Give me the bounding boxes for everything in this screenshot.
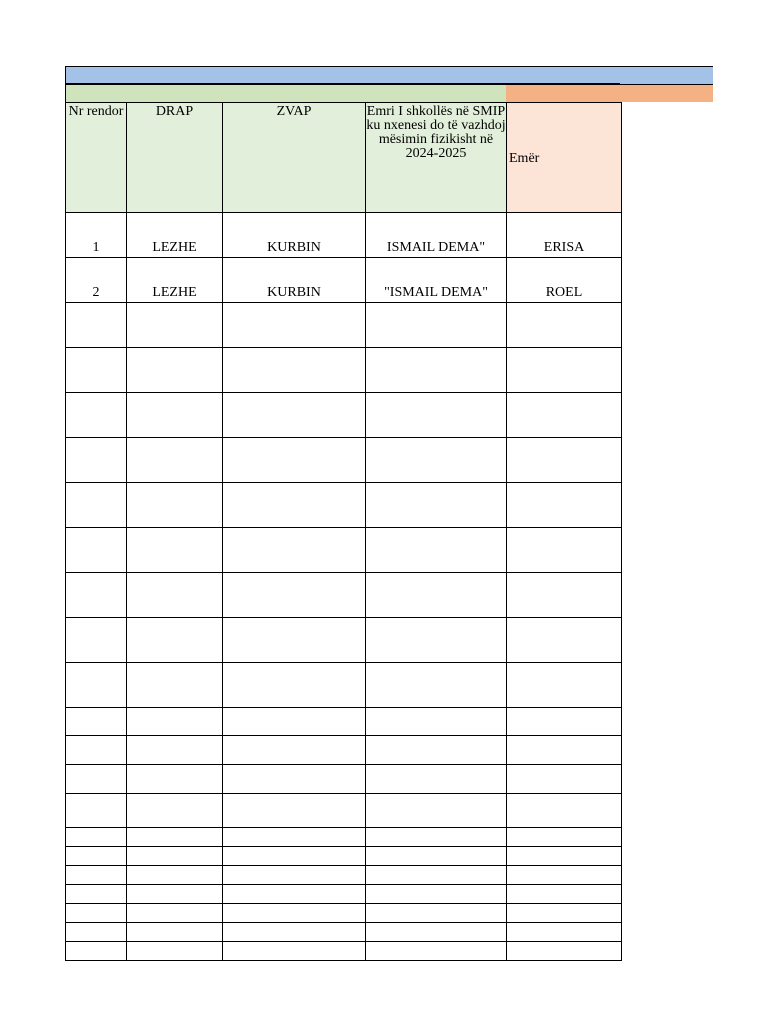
cell-emer <box>507 736 622 765</box>
cell-drap <box>127 847 223 866</box>
cell-school-name <box>366 904 507 923</box>
cell-zvap <box>223 303 366 348</box>
cell-school-name <box>366 736 507 765</box>
cell-nr-rendor <box>66 828 127 847</box>
cell-drap <box>127 663 223 708</box>
cell-zvap <box>223 708 366 736</box>
cell-school-name <box>366 483 507 528</box>
cell-nr-rendor <box>66 483 127 528</box>
header-drap: DRAP <box>127 103 223 213</box>
cell-school-name <box>366 923 507 942</box>
cell-school-name <box>366 573 507 618</box>
table-row <box>66 736 622 765</box>
cell-zvap <box>223 904 366 923</box>
cell-school-name <box>366 828 507 847</box>
header-school-name: Emri I shkollës në SMIP ku nxenesi do të vazhdoj mësimin fizikisht në 2024-2025 <box>366 103 507 213</box>
cell-emer <box>507 828 622 847</box>
table-row <box>66 618 622 663</box>
cell-zvap <box>223 573 366 618</box>
cell-zvap <box>223 663 366 708</box>
cell-zvap <box>223 828 366 847</box>
cell-nr-rendor <box>66 663 127 708</box>
table-row <box>66 828 622 847</box>
cell-drap <box>127 573 223 618</box>
cell-drap <box>127 438 223 483</box>
table-row <box>66 303 622 348</box>
table-row <box>66 765 622 794</box>
cell-nr-rendor <box>66 866 127 885</box>
cell-drap <box>127 348 223 393</box>
cell-nr-rendor <box>66 765 127 794</box>
cell-school-name <box>366 708 507 736</box>
cell-emer <box>507 708 622 736</box>
cell-nr-rendor <box>66 904 127 923</box>
cell-nr-rendor: 2 <box>66 258 127 303</box>
cell-zvap <box>223 794 366 828</box>
section-band-school <box>65 84 506 102</box>
cell-emer <box>507 885 622 904</box>
cell-zvap <box>223 393 366 438</box>
title-band <box>65 66 713 84</box>
table-row <box>66 663 622 708</box>
cell-zvap <box>223 618 366 663</box>
cell-nr-rendor <box>66 794 127 828</box>
cell-school-name <box>366 847 507 866</box>
header-row <box>66 103 622 213</box>
cell-emer <box>507 618 622 663</box>
table-row <box>66 923 622 942</box>
cell-zvap: KURBIN <box>223 213 366 258</box>
cell-emer <box>507 904 622 923</box>
cell-zvap <box>223 942 366 961</box>
cell-nr-rendor <box>66 923 127 942</box>
cell-drap <box>127 736 223 765</box>
table-row <box>66 483 622 528</box>
cell-school-name <box>366 438 507 483</box>
cell-emer <box>507 942 622 961</box>
cell-drap <box>127 393 223 438</box>
table-row <box>66 904 622 923</box>
cell-nr-rendor: 1 <box>66 213 127 258</box>
cell-emer <box>507 348 622 393</box>
cell-zvap <box>223 847 366 866</box>
cell-nr-rendor <box>66 438 127 483</box>
cell-drap: LEZHE <box>127 213 223 258</box>
cell-zvap <box>223 348 366 393</box>
cell-zvap <box>223 923 366 942</box>
cell-emer <box>507 847 622 866</box>
cell-zvap <box>223 885 366 904</box>
cell-school-name <box>366 942 507 961</box>
table-row <box>66 794 622 828</box>
cell-emer <box>507 573 622 618</box>
cell-nr-rendor <box>66 393 127 438</box>
table-row <box>66 847 622 866</box>
cell-drap <box>127 866 223 885</box>
cell-nr-rendor <box>66 528 127 573</box>
cell-emer <box>507 528 622 573</box>
cell-drap <box>127 765 223 794</box>
cell-school-name <box>366 663 507 708</box>
header-emer: Emër <box>507 103 622 213</box>
cell-nr-rendor <box>66 573 127 618</box>
table-row <box>66 573 622 618</box>
cell-school-name <box>366 885 507 904</box>
cell-zvap <box>223 866 366 885</box>
cell-emer <box>507 483 622 528</box>
cell-emer <box>507 663 622 708</box>
table-row <box>66 708 622 736</box>
cell-zvap <box>223 483 366 528</box>
cell-nr-rendor <box>66 348 127 393</box>
table-row <box>66 438 622 483</box>
cell-drap <box>127 708 223 736</box>
cell-drap <box>127 904 223 923</box>
table-row <box>66 393 622 438</box>
cell-nr-rendor <box>66 736 127 765</box>
cell-zvap <box>223 765 366 794</box>
cell-school-name <box>366 765 507 794</box>
header-nr-rendor: Nr rendor <box>66 103 127 213</box>
table-row <box>66 866 622 885</box>
cell-emer: ROEL <box>507 258 622 303</box>
cell-drap <box>127 528 223 573</box>
cell-school-name <box>366 528 507 573</box>
cell-drap <box>127 942 223 961</box>
cell-emer <box>507 794 622 828</box>
table-row <box>66 885 622 904</box>
table-row <box>66 213 622 258</box>
cell-school-name <box>366 866 507 885</box>
cell-zvap: KURBIN <box>223 258 366 303</box>
cell-drap <box>127 885 223 904</box>
cell-school-name <box>366 393 507 438</box>
cell-emer <box>507 923 622 942</box>
cell-drap <box>127 794 223 828</box>
cell-nr-rendor <box>66 942 127 961</box>
cell-school-name <box>366 618 507 663</box>
cell-drap <box>127 618 223 663</box>
cell-zvap <box>223 438 366 483</box>
cell-emer <box>507 765 622 794</box>
cell-emer: ERISA <box>507 213 622 258</box>
section-band-student <box>506 84 713 102</box>
table-row <box>66 942 622 961</box>
student-table <box>65 102 622 961</box>
cell-nr-rendor <box>66 618 127 663</box>
cell-nr-rendor <box>66 708 127 736</box>
cell-drap <box>127 828 223 847</box>
cell-school-name <box>366 348 507 393</box>
cell-zvap <box>223 528 366 573</box>
cell-drap: LEZHE <box>127 258 223 303</box>
cell-nr-rendor <box>66 885 127 904</box>
cell-emer <box>507 303 622 348</box>
table-row <box>66 258 622 303</box>
cell-drap <box>127 303 223 348</box>
cell-school-name <box>366 303 507 348</box>
cell-school-name: ISMAIL DEMA" <box>366 213 507 258</box>
cell-nr-rendor <box>66 847 127 866</box>
cell-school-name: "ISMAIL DEMA" <box>366 258 507 303</box>
table-row <box>66 348 622 393</box>
cell-emer <box>507 866 622 885</box>
header-zvap: ZVAP <box>223 103 366 213</box>
cell-drap <box>127 483 223 528</box>
cell-school-name <box>366 794 507 828</box>
cell-emer <box>507 393 622 438</box>
cell-nr-rendor <box>66 303 127 348</box>
cell-zvap <box>223 736 366 765</box>
cell-emer <box>507 438 622 483</box>
table-row <box>66 528 622 573</box>
cell-drap <box>127 923 223 942</box>
